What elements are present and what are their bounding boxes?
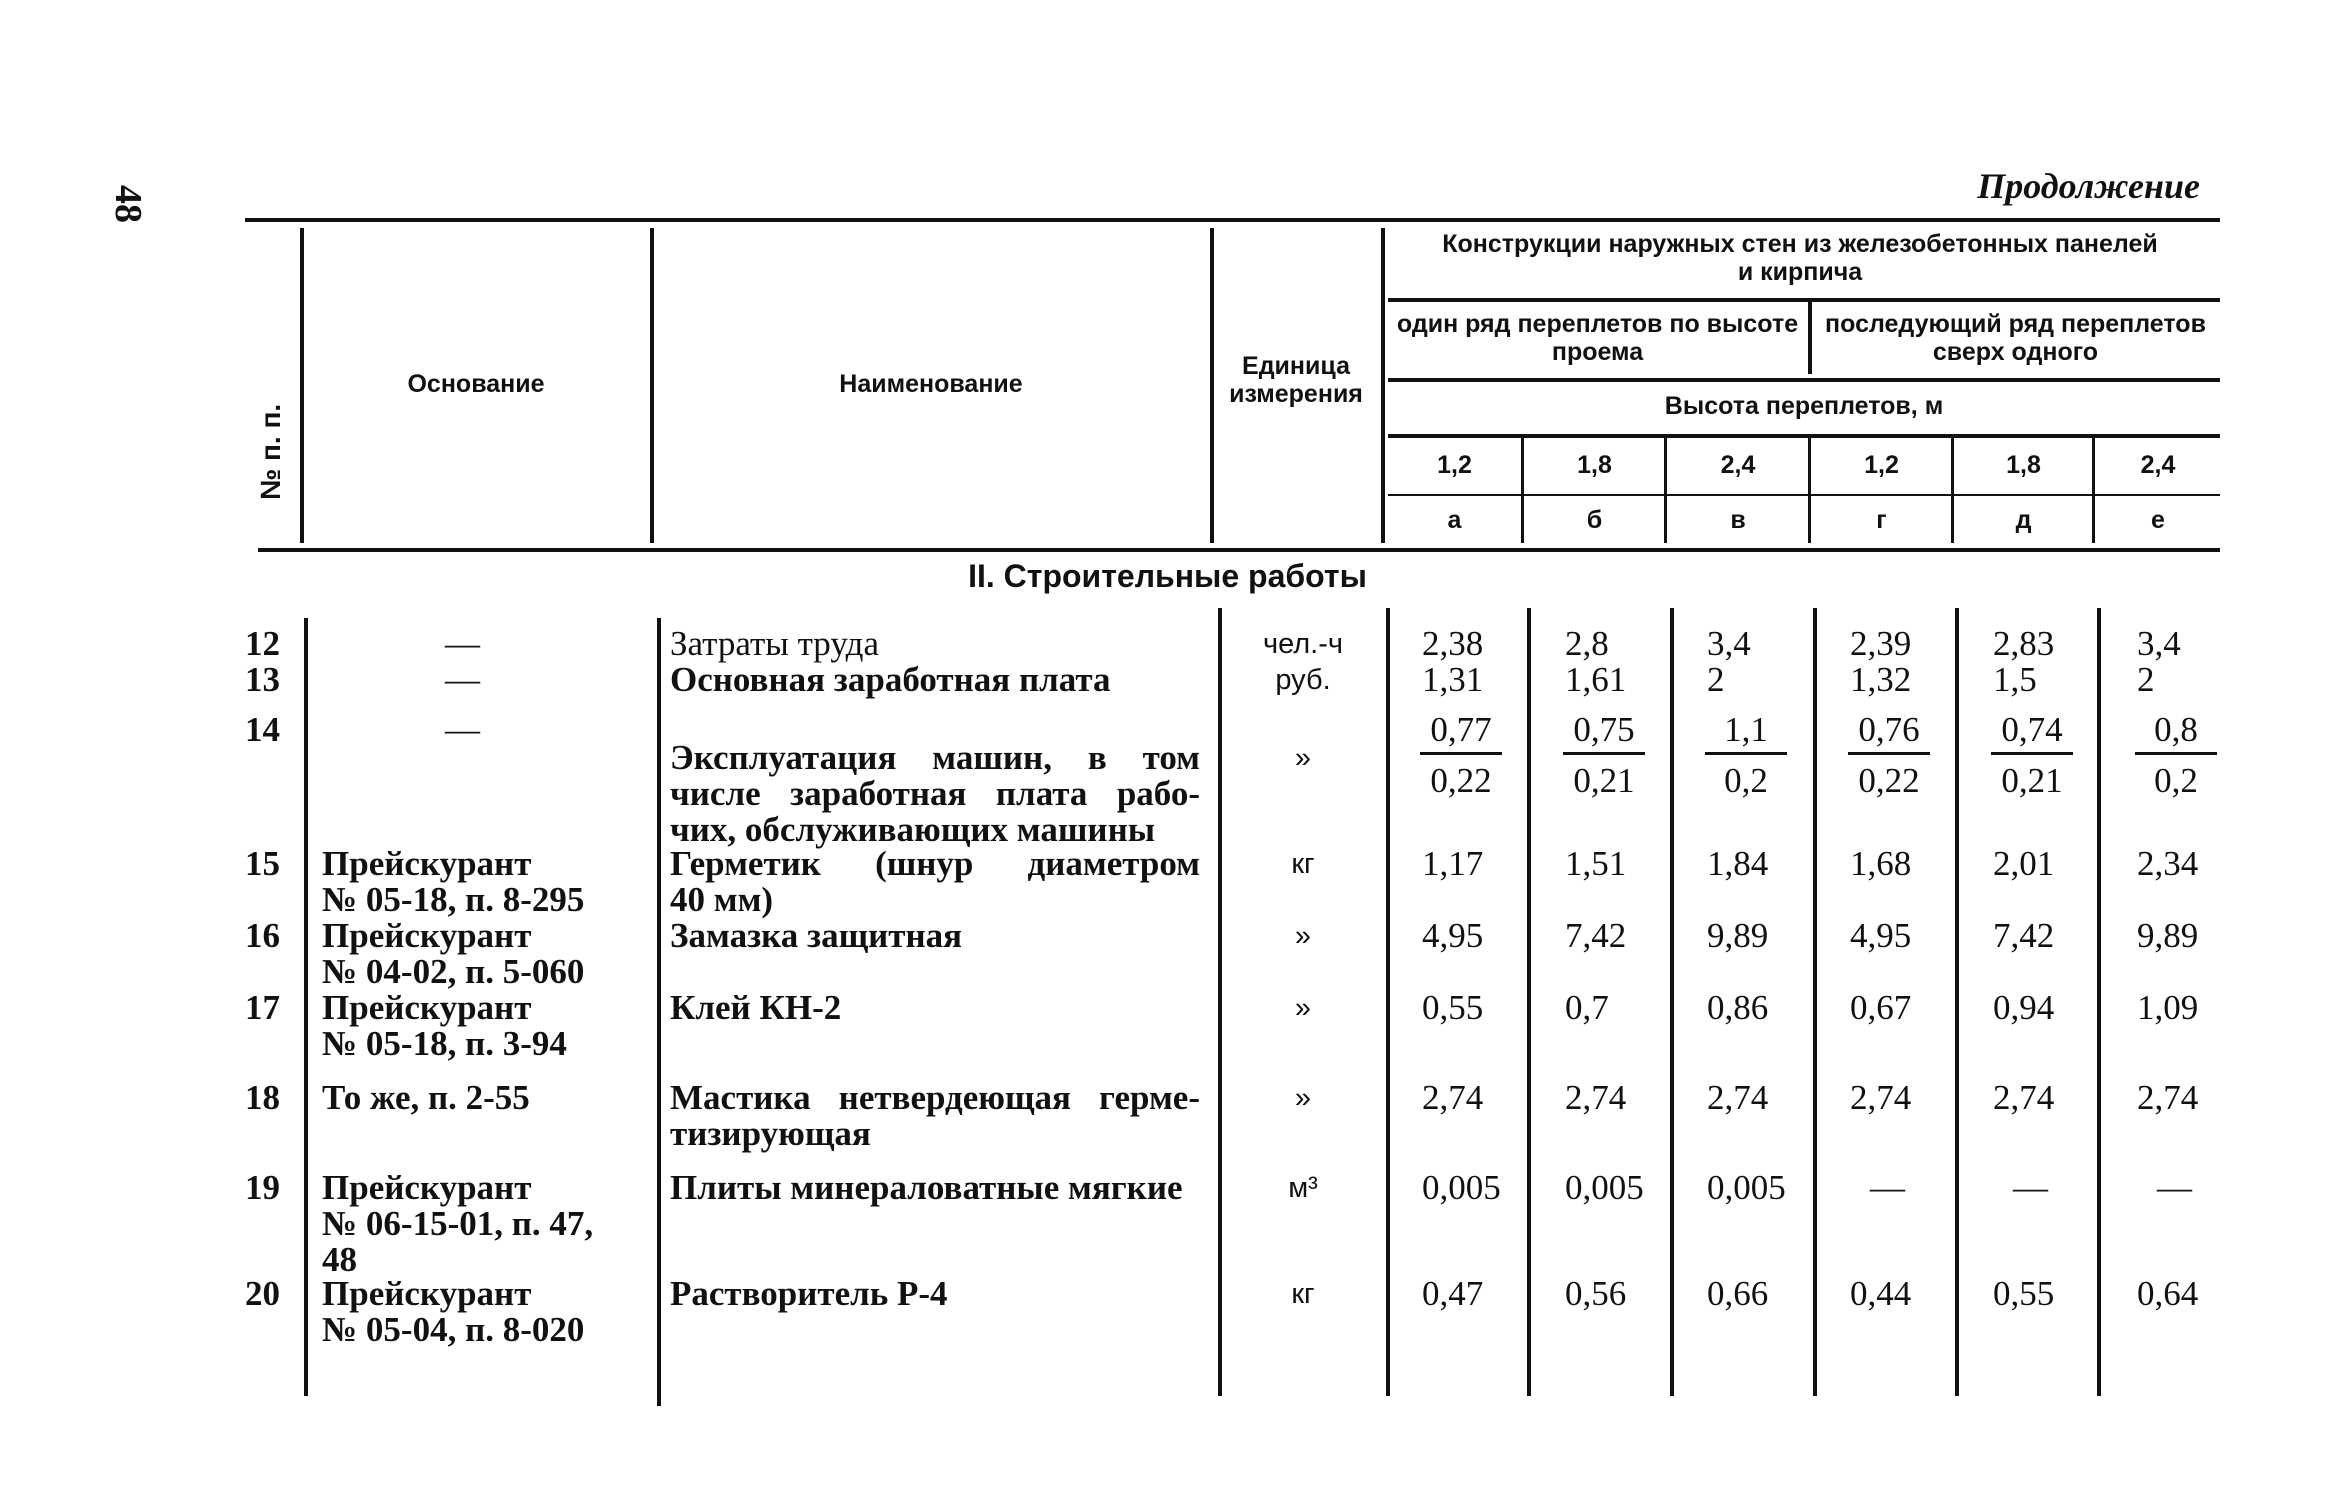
row-number: 18	[245, 1078, 280, 1117]
value-cell: —	[2013, 1168, 2048, 1207]
name-line: Затраты труда	[670, 624, 879, 663]
name-line: Замазка защитная	[670, 916, 963, 955]
value-cell: 0,005	[1565, 1168, 1644, 1207]
height-value: 2,4	[1720, 451, 1756, 479]
basis-dash: —	[445, 660, 480, 699]
fraction-numerator: 0,77	[1420, 712, 1502, 755]
value-cell: 2,39	[1850, 624, 1912, 663]
row-number: 14	[245, 710, 280, 749]
value-cell: 2,8	[1565, 624, 1609, 663]
fraction-numerator: 0,76	[1848, 712, 1930, 755]
basis-line: № 06-15-01, п. 47,	[322, 1204, 594, 1243]
height-value: 1,2	[1437, 451, 1472, 479]
subgroup-one-row: один ряд переплетов по высоте проема	[1396, 310, 1799, 366]
name-line: Основная заработная плата	[670, 660, 1111, 699]
value-cell: 1,32	[1850, 660, 1912, 699]
fraction-denominator: 0,22	[1430, 761, 1492, 800]
unit-cell: кг	[1291, 848, 1315, 880]
row-number: 20	[245, 1274, 280, 1313]
row-number: 12	[245, 624, 280, 663]
fraction-numerator: 0,74	[1991, 712, 2073, 755]
header-divider-2	[650, 228, 654, 543]
basis-line: № 04-02, п. 5-060	[322, 952, 585, 991]
value-cell: 0,7	[1565, 988, 1609, 1027]
fraction-cell	[1563, 712, 1645, 799]
section-title: II. Строительные работы	[968, 558, 1367, 594]
row-number: 19	[245, 1168, 280, 1207]
basis-line: То же, п. 2-55	[322, 1078, 530, 1117]
column-letter: б	[1586, 506, 1603, 534]
fraction-denominator: 0,2	[2154, 761, 2198, 800]
height-value: 1,8	[1577, 451, 1612, 479]
body-divider-6	[1670, 608, 1674, 1396]
height-value: 1,8	[2006, 451, 2041, 479]
value-cell: 2,38	[1422, 624, 1484, 663]
value-cell: 2,01	[1993, 844, 2055, 883]
page-number: 48	[107, 185, 149, 223]
header-divider-h5	[2092, 438, 2095, 543]
col-basis-header: Основание	[407, 370, 545, 398]
basis-dash: —	[445, 624, 480, 663]
body-divider-7	[1813, 608, 1817, 1396]
basis-line: № 05-18, п. 8-295	[322, 880, 585, 919]
value-cell: 7,42	[1993, 916, 2055, 955]
value-cell: 9,89	[1707, 916, 1769, 955]
value-cell: 0,47	[1422, 1274, 1484, 1313]
value-cell: 1,61	[1565, 660, 1627, 699]
column-letter: е	[2151, 506, 2165, 534]
name-line: Клей КН-2	[670, 988, 842, 1027]
col-name-header: Наименование	[839, 370, 1023, 398]
col-no-header: № п. п.	[255, 403, 286, 500]
basis-line: № 05-18, п. 3-94	[322, 1024, 567, 1063]
value-cell: 1,09	[2137, 988, 2199, 1027]
header-top-rule	[245, 218, 2220, 222]
header-bottom-rule	[258, 548, 2220, 552]
value-cell: 1,51	[1565, 844, 1627, 883]
height-label: Высота переплетов, м	[1664, 392, 1944, 420]
fraction-denominator: 0,21	[2001, 761, 2063, 800]
value-cell: 2	[1707, 660, 1725, 699]
value-cell: 1,68	[1850, 844, 1912, 883]
height-value: 2,4	[2140, 451, 2176, 479]
height-label-rule	[1388, 434, 2220, 438]
unit-cell: руб.	[1275, 664, 1331, 696]
group-title-rule	[1388, 298, 2220, 302]
basis-line: Прейскурант	[322, 988, 532, 1027]
column-letter: а	[1447, 506, 1462, 534]
column-letter: д	[2015, 506, 2032, 534]
value-cell: 2	[2137, 660, 2155, 699]
fraction-denominator: 0,22	[1858, 761, 1920, 800]
value-cell: 2,74	[1565, 1078, 1627, 1117]
name-line: 40 мм)	[670, 880, 774, 919]
name-line: Плиты минераловатные мягкие	[670, 1168, 1183, 1207]
row-number: 16	[245, 916, 280, 955]
fraction-cell	[1705, 712, 1787, 799]
header-divider-sub	[1808, 302, 1812, 374]
value-cell: 9,89	[2137, 916, 2199, 955]
subgroup-next-row: последующий ряд переплетов сверх одного	[1825, 310, 2206, 366]
value-cell: —	[1870, 1168, 1905, 1207]
name-line: Герметик (шнур диаметром	[670, 844, 1200, 883]
heights-rule	[1388, 494, 2220, 496]
body-divider-9	[2097, 608, 2101, 1396]
unit-cell: м³	[1288, 1172, 1318, 1204]
value-cell: 0,44	[1850, 1274, 1912, 1313]
name-line: Эксплуатация машин, в том	[670, 738, 1200, 777]
value-cell: 2,34	[2137, 844, 2199, 883]
fraction-denominator: 0,2	[1724, 761, 1768, 800]
value-cell: 2,74	[1707, 1078, 1769, 1117]
row-number: 13	[245, 660, 280, 699]
header-divider-4	[1381, 228, 1385, 543]
value-cell: 2,74	[1850, 1078, 1912, 1117]
value-cell: 7,42	[1565, 916, 1627, 955]
column-letter: г	[1876, 506, 1887, 534]
fraction-numerator: 0,8	[2135, 712, 2217, 755]
name-line: числе заработная плата рабо-	[670, 774, 1200, 813]
value-cell: 2,74	[2137, 1078, 2199, 1117]
body-divider-1	[304, 618, 308, 1396]
header-divider-h4	[1951, 438, 1954, 543]
value-cell: 0,67	[1850, 988, 1912, 1027]
body-divider-8	[1955, 608, 1959, 1396]
value-cell: 3,4	[1707, 624, 1751, 663]
unit-cell: кг	[1291, 1278, 1315, 1310]
unit-cell: чел.-ч	[1262, 628, 1344, 660]
value-cell: 0,86	[1707, 988, 1769, 1027]
basis-line: Прейскурант	[322, 1274, 532, 1313]
fraction-cell	[1420, 712, 1502, 799]
fraction-cell	[2135, 712, 2217, 799]
fraction-numerator: 0,75	[1563, 712, 1645, 755]
row-number: 17	[245, 988, 280, 1027]
name-line: Мастика нетвердеющая герме-	[670, 1078, 1200, 1117]
name-line: чих, обслуживающих машины	[670, 810, 1156, 849]
value-cell: 2,74	[1422, 1078, 1484, 1117]
value-cell: 0,56	[1565, 1274, 1627, 1313]
name-line: тизирующая	[670, 1114, 871, 1153]
basis-line: № 05-04, п. 8-020	[322, 1310, 585, 1349]
fraction-cell	[1991, 712, 2073, 799]
value-cell: 0,55	[1993, 1274, 2055, 1313]
value-cell: —	[2157, 1168, 2192, 1207]
value-cell: 4,95	[1422, 916, 1484, 955]
unit-cell: »	[1294, 1082, 1312, 1114]
height-value: 1,2	[1864, 451, 1899, 479]
column-letter: в	[1730, 506, 1746, 534]
continuation-label: Продолжение	[1977, 166, 2200, 206]
value-cell: 3,4	[2137, 624, 2181, 663]
header-divider-h1	[1521, 438, 1524, 543]
body-divider-3	[1218, 608, 1222, 1396]
value-cell: 0,55	[1422, 988, 1484, 1027]
value-cell: 0,94	[1993, 988, 2055, 1027]
basis-line: Прейскурант	[322, 844, 532, 883]
value-cell: 0,005	[1707, 1168, 1786, 1207]
value-cell: 4,95	[1850, 916, 1912, 955]
fraction-cell	[1848, 712, 1930, 799]
fraction-numerator: 1,1	[1705, 712, 1787, 755]
value-cell: 2,83	[1993, 624, 2055, 663]
body-divider-4	[1386, 608, 1390, 1396]
value-cell: 1,84	[1707, 844, 1769, 883]
basis-dash: —	[445, 710, 480, 749]
subgroup-rule	[1388, 378, 2220, 382]
header-divider-1	[300, 228, 304, 543]
unit-cell: »	[1294, 920, 1312, 952]
name-line: Растворитель Р-4	[670, 1274, 948, 1313]
value-cell: 0,005	[1422, 1168, 1501, 1207]
col-unit-header: Единица измерения	[1229, 352, 1363, 408]
value-cell: 1,31	[1422, 660, 1484, 699]
header-divider-h2	[1664, 438, 1667, 543]
basis-line: Прейскурант	[322, 916, 532, 955]
basis-line: 48	[322, 1240, 357, 1279]
group-title: Конструкции наружных стен из железобетонных панелей и кирпича	[1442, 230, 2158, 286]
body-divider-5	[1527, 608, 1531, 1396]
value-cell: 0,66	[1707, 1274, 1769, 1313]
body-divider-2	[657, 618, 661, 1406]
header-divider-h3	[1808, 438, 1811, 543]
value-cell: 0,64	[2137, 1274, 2199, 1313]
value-cell: 2,74	[1993, 1078, 2055, 1117]
value-cell: 1,17	[1422, 844, 1484, 883]
fraction-denominator: 0,21	[1573, 761, 1635, 800]
unit-cell: »	[1294, 992, 1312, 1024]
row-number: 15	[245, 844, 280, 883]
value-cell: 1,5	[1993, 660, 2037, 699]
basis-line: Прейскурант	[322, 1168, 532, 1207]
unit-cell: »	[1294, 742, 1312, 774]
